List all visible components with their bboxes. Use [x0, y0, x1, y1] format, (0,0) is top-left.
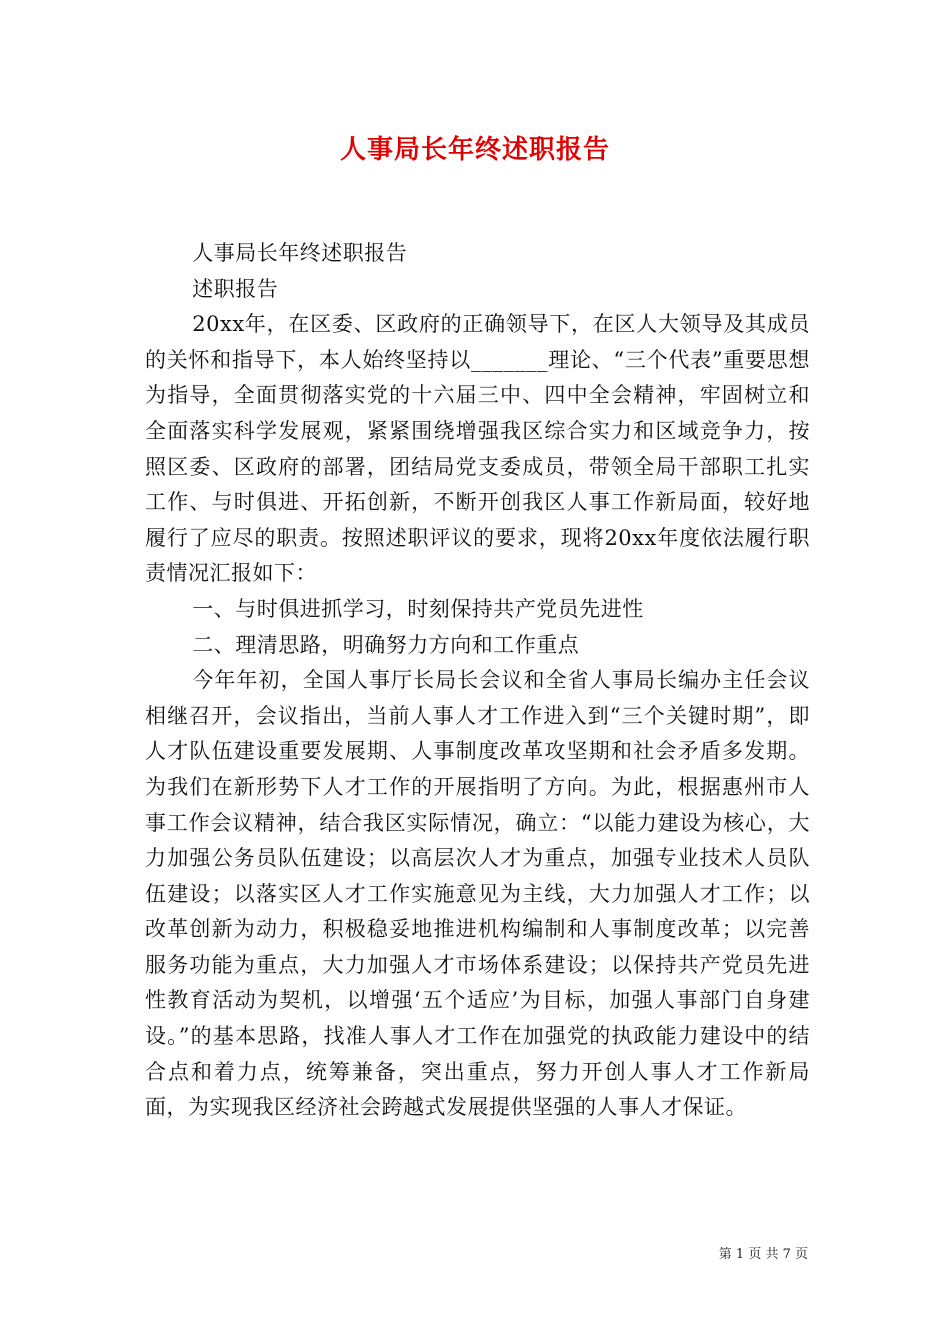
paragraph-intro: 20xx年，在区委、区政府的正确领导下，在区人大领导及其成员的关怀和指导下，本人始终坚持以_______理论、“三个代表”重要思想为指导，全面贯彻落实党的十六届三中、四中全会精神，牢固树立和全面落实科学发展观，紧紧围绕增强我区综合实力和区域竞争力，按照区委、区政府的部署，团结局党支委成员，带领全局干部职工扎实工作、与时俱进、开拓创新，不断开创我区人事工作新局面，较好地履行了应尽的职责。按照述职评议的要求，现将20xx年度依法履行职责情况汇报如下： — [145, 312, 810, 586]
section-heading-2: 二、理清思路，明确努力方向和工作重点 — [192, 632, 580, 657]
page-title: 人事局长年终述职报告 — [339, 135, 610, 165]
document-body — [145, 236, 810, 1126]
paragraph-body: 今年年初，全国人事厅长局长会议和全省人事局长编办主任会议相继召开，会议指出，当前人事人才工作进入到“三个关键时期”，即人才队伍建设重要发展期、人事制度改革攻坚期和社会矛盾多发期。为我们在新形势下人才工作的开展指明了方向。为此，根据惠州市人事工作会议精神，结合我区实际情况，确立：“以能力建设为核心，大力加强公务员队伍建设；以高层次人才为重点，加强专业技术人员队伍建设；以落实区人才工作实施意见为主线，大力加强人才工作；以改革创新为动力，积极稳妥地推进机构编制和人事制度改革；以完善服务功能为重点，大力加强人才市场体系建设；以保持共产党员先进性教育活动为契机，以增强‘五个适应’为目标，加强人事部门自身建设。”的基本思路，找准人事人才工作在加强党的执政能力建设中的结合点和着力点，统筹兼备，突出重点，努力开创人事人才工作新局面，为实现我区经济社会跨越式发展提供坚强的人事人才保证。 — [145, 668, 810, 1120]
paragraph-subtitle: 人事局长年终述职报告 — [192, 241, 408, 265]
section-heading-1: 一、与时俱进抓学习，时刻保持共产党员先进性 — [192, 596, 644, 621]
paragraph-report-label: 述职报告 — [192, 276, 279, 301]
page-number: 第 1 页 共 7 页 — [718, 1247, 808, 1262]
